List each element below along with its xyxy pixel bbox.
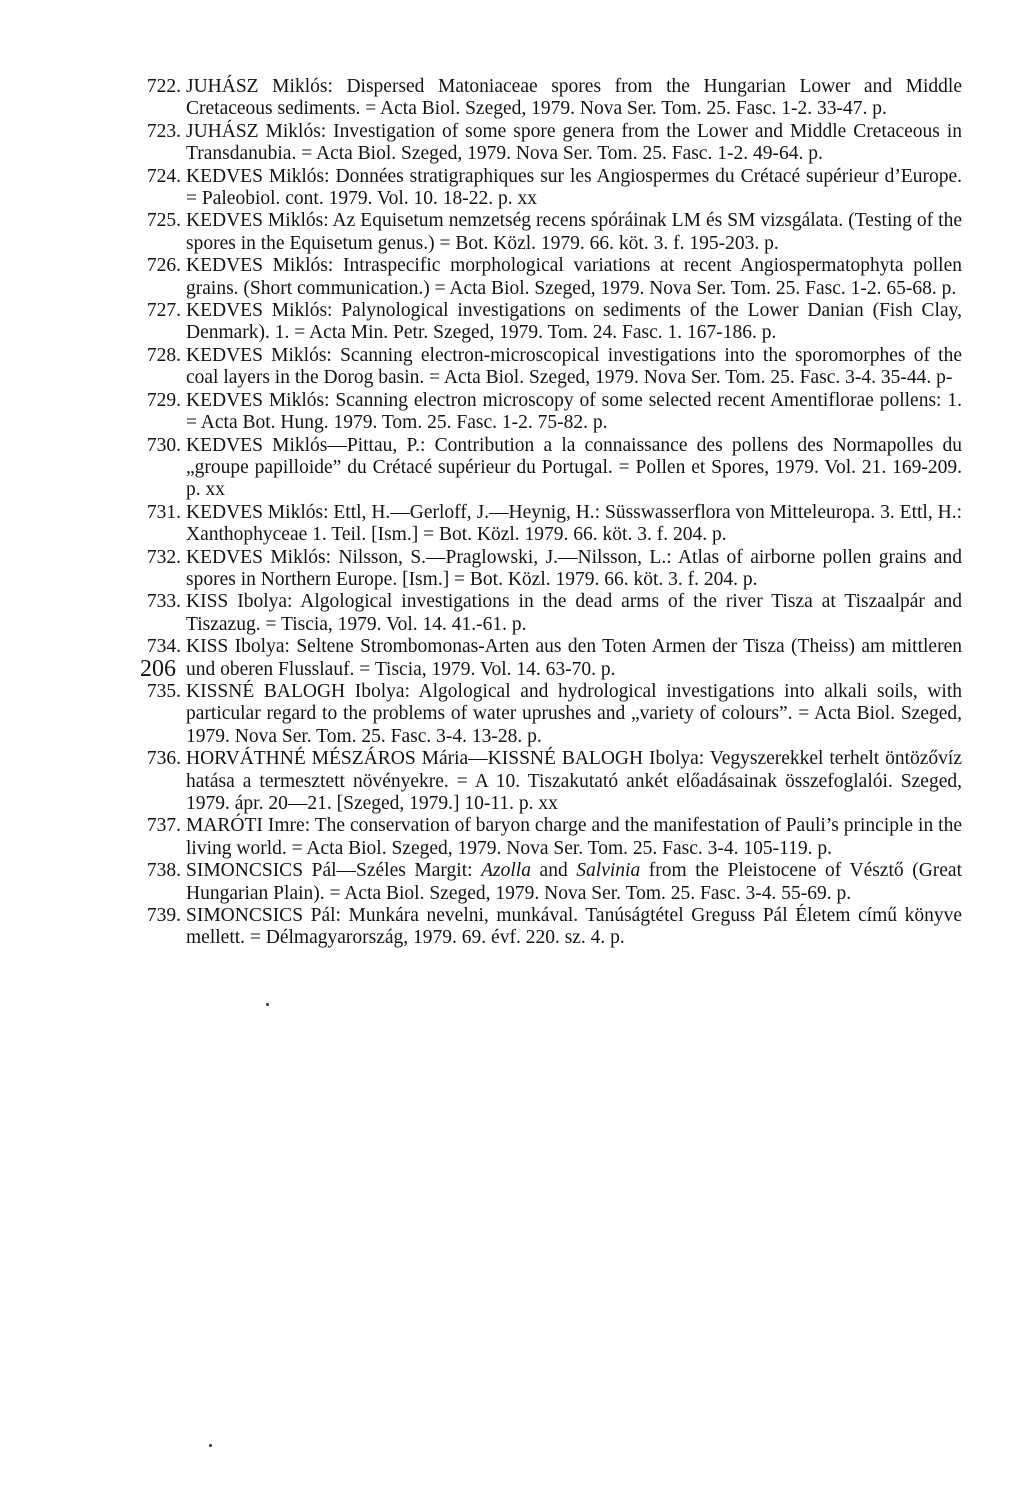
entry-number: 733. (146, 591, 181, 613)
bibliography-entry (120, 76, 962, 121)
bibliography-entry (120, 681, 962, 748)
entry-text-segment: KISS Ibolya: Algological investigations in the dead arms of the river Tisza at Tiszaalpár and Tiszazug. = Tiscia, 1979. Vol. 14. 41.-61. p. (186, 591, 962, 635)
entry-text (186, 547, 962, 592)
entry-text-segment: KEDVES Miklós: Données stratigraphiques sur les Angiospermes du Crétacé supérieur d’Europe. = Paleobiol. cont. 1979. Vol. 10. 18-22. p. xx (186, 165, 962, 210)
entry-text-segment: and (530, 860, 577, 882)
entry-text (186, 435, 962, 502)
entry-number: 722. (146, 76, 181, 97)
entry-text-segment: KEDVES Miklós: Scanning electron microscopy of some selected recent Amentiflorae pollens: 1. = Acta Bot. Hung. 1979. Tom. 25. Fasc. 1-2. 75-82. p. (186, 389, 962, 434)
entry-text-italic: Azolla (481, 860, 531, 882)
entry-text-segment: KEDVES Miklós: Az Equisetum nemzetség recens spóráinak LM és SM vizsgálata. (Testing of the spores in the Equisetum genus.) = Bot. Közl. 1979. 66. köt. 3. f. 195-203. p. (186, 210, 962, 254)
bibliography-entry (120, 166, 962, 211)
bibliography-entry (120, 502, 962, 547)
entry-text (186, 345, 962, 390)
bibliography-entry (120, 121, 962, 166)
bibliography-entry (120, 255, 962, 300)
entry-text (186, 636, 962, 681)
bibliography-entry (120, 547, 962, 592)
bibliography-entry (120, 435, 962, 502)
entry-number: 739. (146, 905, 181, 927)
entry-text-segment: KEDVES Miklós: Ettl, H.—Gerloff, J.—Heynig, H.: Süsswasserflora von Mitteleuropa. 3. Ettl, H.: Xanthophyceae 1. Teil. [Ism.] = Bot. Közl. 1979. 66. köt. 3. f. 204. p. (186, 501, 962, 546)
scan-speck (266, 1003, 269, 1006)
entry-number: 727. (146, 300, 181, 322)
entry-number: 738. (146, 860, 181, 882)
scan-speck (209, 1444, 212, 1447)
entry-text-segment: JUHÁSZ Miklós: Dispersed Matoniaceae spores from the Hungarian Lower and Middle Cretaceous sediments. = Acta Biol. Szeged, 1979. Nova Ser. Tom. 25. Fasc. 1-2. 33-47. p. (186, 76, 962, 120)
entry-text-segment: SIMONCSICS Pál: Munkára nevelni, munkával. Tanúságtétel Greguss Pál Életem című könyve mellett. = Délmagyarország, 1979. 69. évf. 220. sz. 4. p. (186, 905, 962, 949)
entry-text-segment: HORVÁTHNÉ MÉSZÁROS Mária—KISSNÉ BALOGH Ibolya: Vegyszerekkel terhelt öntözővíz hatása a termesztett növényekre. = A 10. Tiszakutató ankét előadásainak összefoglalói. Szeged, 1979. ápr. 20—21. [Szeged, 1979.] 10-11. p. xx (186, 748, 962, 814)
entry-number: 730. (146, 434, 181, 456)
entry-text (186, 210, 962, 255)
entry-text (186, 502, 962, 547)
entry-text (186, 255, 962, 300)
bibliography-entry (120, 636, 962, 681)
entry-number: 728. (146, 344, 181, 366)
entry-text-segment: JUHÁSZ Miklós: Investigation of some spore genera from the Lower and Middle Cretaceous in Transdanubia. = Acta Biol. Szeged, 1979. Nova Ser. Tom. 25. Fasc. 1-2. 49-64. p. (186, 120, 962, 165)
entry-text-segment: MARÓTI Imre: The conservation of baryon charge and the manifestation of Pauli’s principle in the living world. = Acta Biol. Szeged, 1979. Nova Ser. Tom. 25. Fasc. 3-4. 105-119. p. (186, 815, 962, 859)
entry-number: 734. (146, 636, 181, 658)
bibliography-entry (120, 210, 962, 255)
entry-number: 735. (146, 680, 181, 702)
entry-text-segment: KISSNÉ BALOGH Ibolya: Algological and hydrological investigations into alkali soils, with particular regard to the problems of water uprushes and „variety of colours”. = Acta Biol. Szeged, 1979. Nova Ser. Tom. 25. Fasc. 3-4. 13-28. p. (186, 680, 962, 747)
entry-text (186, 300, 962, 345)
entry-text-segment: KEDVES Miklós: Intraspecific morphological variations at recent Angiospermatophyta pollen grains. (Short communication.) = Acta Biol. Szeged, 1979. Nova Ser. Tom. 25. Fasc. 1-2. 65-68. p. (186, 255, 962, 299)
entry-text-segment: KISS Ibolya: Seltene Strombomonas-Arten aus den Toten Armen der Tisza (Theiss) am mittleren und oberen Flusslauf. = Tiscia, 1979. Vol. 14. 63-70. p. (186, 636, 962, 680)
entry-number: 724. (146, 165, 181, 187)
entry-text (186, 815, 962, 860)
entry-text (186, 76, 962, 121)
entry-text (186, 121, 962, 166)
entry-text (186, 390, 962, 435)
bibliography-entry (120, 815, 962, 860)
bibliography-entry (120, 905, 962, 950)
entry-number: 729. (146, 389, 181, 411)
entry-text (186, 166, 962, 211)
entry-text-segment: KEDVES Miklós: Palynological investigations on sediments of the Lower Danian (Fish Clay, Denmark). 1. = Acta Min. Petr. Szeged, 1979. Tom. 24. Fasc. 1. 167-186. p. (186, 300, 962, 344)
entry-text-segment: KEDVES Miklós: Nilsson, S.—Praglowski, J.—Nilsson, L.: Atlas of airborne pollen grains and spores in Northern Europe. [Ism.] = Bot. Közl. 1979. 66. köt. 3. f. 204. p. (186, 546, 962, 590)
entry-number: 736. (146, 748, 181, 770)
entry-text-segment: KEDVES Miklós: Scanning electron-microscopical investigations into the sporomorphes of the coal layers in the Dorog basin. = Acta Biol. Szeged, 1979. Nova Ser. Tom. 25. Fasc. 3-4. 35-44. p- (186, 344, 962, 389)
bibliography-entry (120, 345, 962, 390)
bibliography-entry (120, 300, 962, 345)
entry-number: 726. (146, 255, 181, 277)
entry-text-segment: SIMONCSICS Pál—Széles Margit: (186, 860, 482, 882)
entry-text-segment: KEDVES Miklós—Pittau, P.: Contribution a la connaissance des pollens des Normapolles du „groupe papilloide” du Crétacé supérieur du Portugal. = Pollen et Spores, 1979. Vol. 21. 169-209. p. xx (186, 434, 962, 501)
bibliography-entry (120, 591, 962, 636)
entry-number: 725. (146, 210, 181, 232)
entry-text-italic: Salvinia (576, 860, 641, 882)
entry-number: 737. (146, 815, 181, 837)
bibliography-entry (120, 390, 962, 435)
bibliography-list (120, 76, 962, 950)
entry-number: 732. (146, 546, 181, 568)
entry-number: 731. (146, 501, 181, 523)
entry-text-segment: from the Pleistocene of Vésztő (Great Hungarian Plain). = Acta Biol. Szeged, 1979. Nova Ser. Tom. 25. Fasc. 3-4. 55-69. p. (186, 860, 963, 904)
bibliography-entry (120, 860, 962, 905)
entry-text (186, 748, 962, 815)
entry-text (186, 591, 962, 636)
entry-text (186, 905, 962, 950)
entry-number: 723. (146, 120, 181, 142)
page-number: 206 (140, 656, 176, 682)
entry-text (186, 681, 962, 748)
entry-text (186, 860, 962, 905)
bibliography-entry (120, 748, 962, 815)
